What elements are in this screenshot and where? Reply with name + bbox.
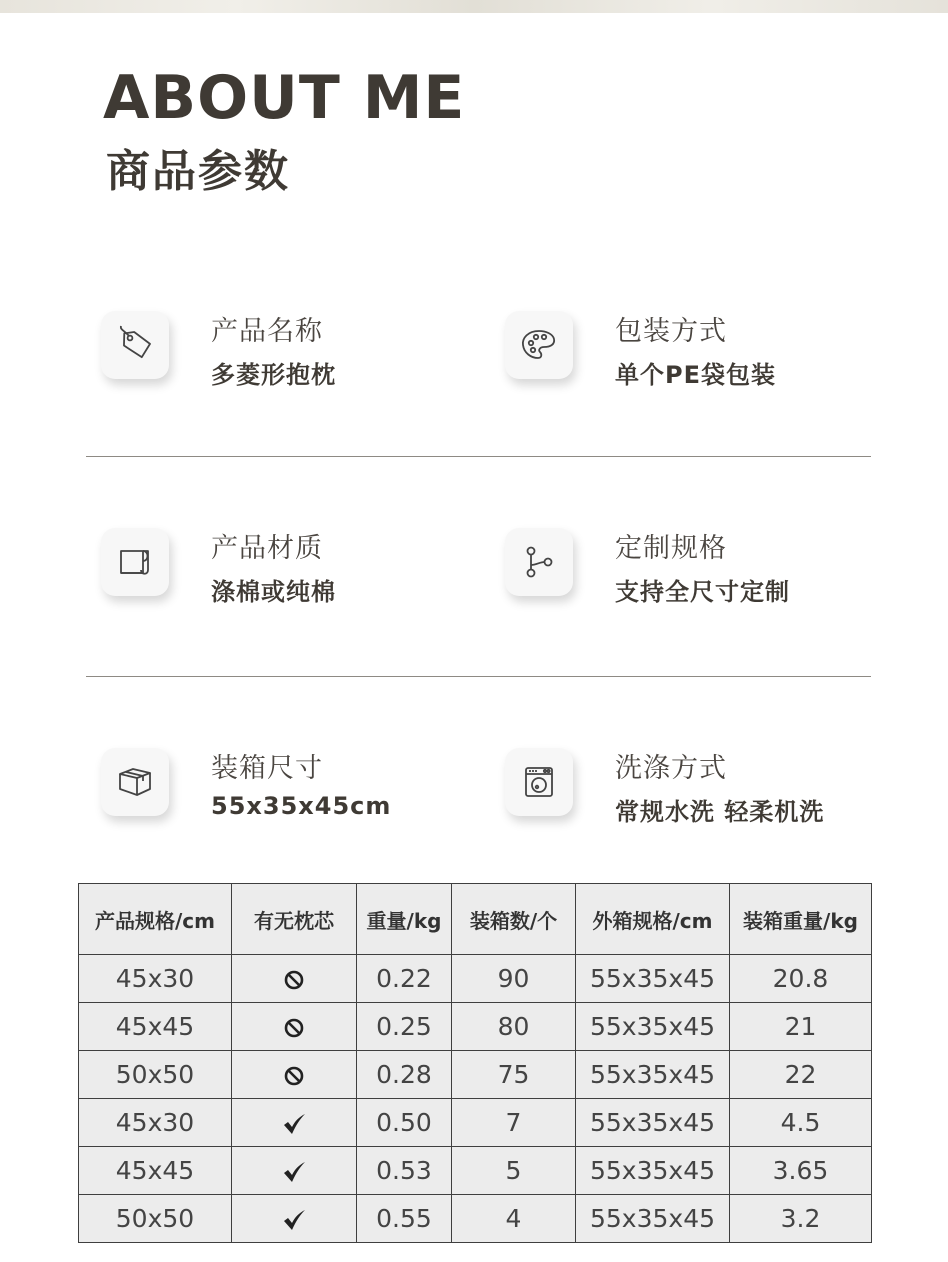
table-cell-count: 7: [452, 1099, 576, 1147]
table-cell-carton-weight: 20.8: [730, 955, 872, 1003]
table-cell-size: 45x30: [79, 1099, 232, 1147]
table-header-row: [79, 884, 872, 955]
table-cell-carton-weight: 3.65: [730, 1147, 872, 1195]
branch-icon: [505, 528, 573, 596]
param-label: 产品材质: [211, 533, 323, 564]
table-cell-count: 4: [452, 1195, 576, 1243]
table-cell-weight: 0.53: [357, 1147, 452, 1195]
column-header: 重量/kg: [357, 884, 452, 955]
param-label: 洗涤方式: [615, 753, 727, 784]
param-label: 产品名称: [211, 316, 323, 347]
washing-machine-icon: [505, 748, 573, 816]
table-cell-weight: 0.55: [357, 1195, 452, 1243]
table-cell-weight: 0.28: [357, 1051, 452, 1099]
table-cell-weight: 0.25: [357, 1003, 452, 1051]
param-carton-size: [101, 748, 481, 848]
param-value: 多菱形抱枕: [211, 361, 336, 389]
table-cell-size: 50x50: [79, 1195, 232, 1243]
param-value: 常规水洗 轻柔机洗: [615, 798, 825, 826]
check-icon: [232, 1195, 357, 1243]
param-label: 包装方式: [615, 316, 727, 347]
table-cell-carton: 55x35x45: [576, 1147, 730, 1195]
column-header: 外箱规格/cm: [576, 884, 730, 955]
table-cell-count: 80: [452, 1003, 576, 1051]
top-texture-strip: [0, 0, 948, 13]
table-cell-carton-weight: 22: [730, 1051, 872, 1099]
box-icon: [101, 748, 169, 816]
table-row: [79, 1147, 872, 1195]
param-value: 55x35x45cm: [211, 792, 392, 820]
table-row: [79, 1195, 872, 1243]
heading-product-params: 商品参数: [106, 146, 290, 197]
table-cell-carton-weight: 21: [730, 1003, 872, 1051]
column-header: 产品规格/cm: [79, 884, 232, 955]
column-header: 装箱数/个: [452, 884, 576, 955]
table-cell-size: 45x45: [79, 1147, 232, 1195]
table-cell-carton: 55x35x45: [576, 1099, 730, 1147]
table-cell-size: 45x30: [79, 955, 232, 1003]
table-cell-size: 45x45: [79, 1003, 232, 1051]
divider: [86, 456, 871, 457]
check-icon: [232, 1099, 357, 1147]
table-cell-carton: 55x35x45: [576, 1051, 730, 1099]
table-row: [79, 955, 872, 1003]
price-tag-icon: [101, 311, 169, 379]
param-washing: [505, 748, 885, 848]
no-core-icon: [232, 955, 357, 1003]
no-core-icon: [232, 1003, 357, 1051]
param-packaging: [505, 311, 885, 411]
table-cell-carton-weight: 4.5: [730, 1099, 872, 1147]
param-value: 涤棉或纯棉: [211, 578, 336, 606]
param-customization: [505, 528, 885, 628]
column-header: 有无枕芯: [232, 884, 357, 955]
table-row: [79, 1003, 872, 1051]
palette-icon: [505, 311, 573, 379]
table-cell-carton-weight: 3.2: [730, 1195, 872, 1243]
table-cell-count: 5: [452, 1147, 576, 1195]
table-cell-carton: 55x35x45: [576, 1003, 730, 1051]
heading-about-me: ABOUT ME: [103, 63, 466, 133]
table-cell-count: 90: [452, 955, 576, 1003]
param-material: [101, 528, 481, 628]
table-cell-count: 75: [452, 1051, 576, 1099]
table-cell-weight: 0.50: [357, 1099, 452, 1147]
param-value: 支持全尺寸定制: [615, 578, 790, 606]
param-value: 单个PE袋包装: [615, 361, 776, 389]
spec-table: [78, 883, 872, 1243]
param-product-name: [101, 311, 481, 411]
table-cell-weight: 0.22: [357, 955, 452, 1003]
table-cell-carton: 55x35x45: [576, 1195, 730, 1243]
table-cell-carton: 55x35x45: [576, 955, 730, 1003]
table-row: [79, 1051, 872, 1099]
param-label: 装箱尺寸: [211, 753, 323, 784]
divider: [86, 676, 871, 677]
column-header: 装箱重量/kg: [730, 884, 872, 955]
check-icon: [232, 1147, 357, 1195]
no-core-icon: [232, 1051, 357, 1099]
fabric-roll-icon: [101, 528, 169, 596]
param-label: 定制规格: [615, 533, 727, 564]
table-cell-size: 50x50: [79, 1051, 232, 1099]
table-row: [79, 1099, 872, 1147]
